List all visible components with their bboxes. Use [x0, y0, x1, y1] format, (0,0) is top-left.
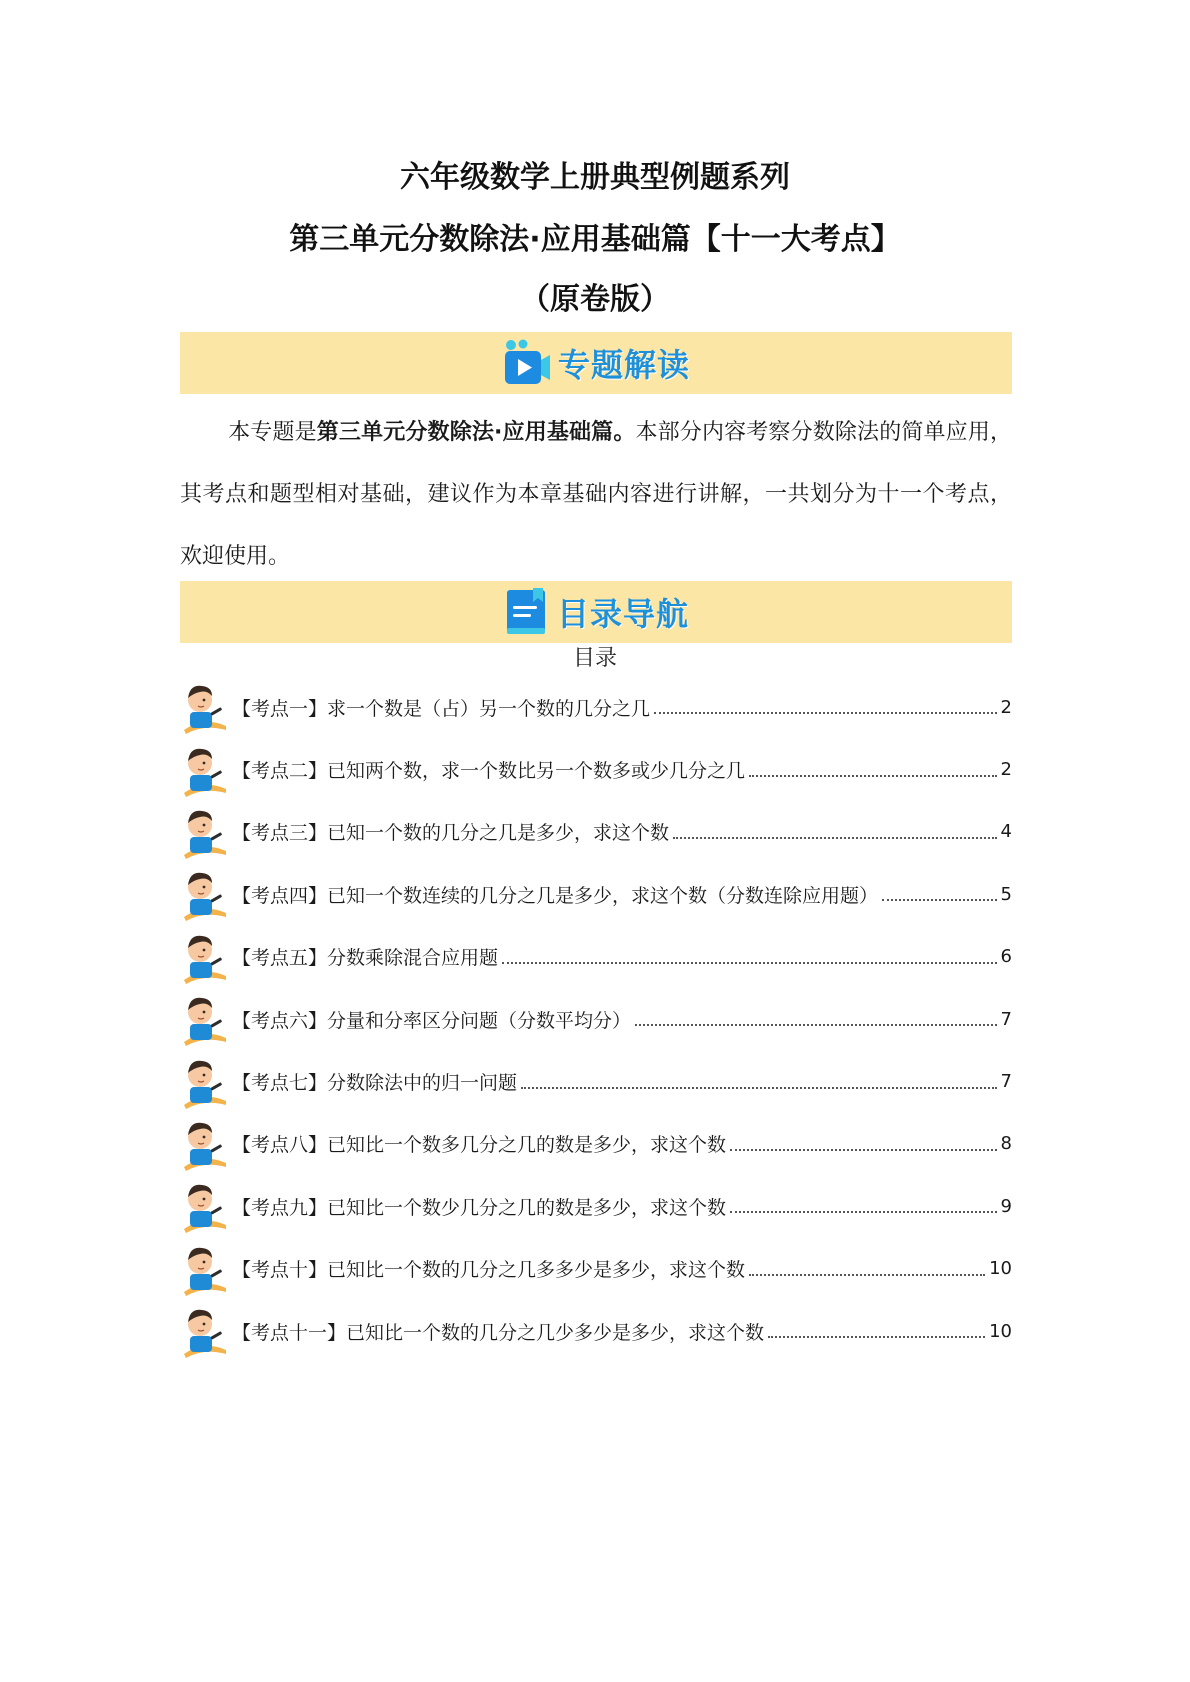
toc-entry-leader	[521, 1087, 997, 1089]
document-title-line-2: 第三单元分数除法·应用基础篇【十一大考点】	[289, 222, 901, 257]
toc-entry-page: 2	[1000, 759, 1012, 781]
toc-entry-leader	[502, 962, 997, 964]
student-avatar-icon	[180, 1179, 230, 1233]
toc-entry-label: 【考点十一】已知比一个数的几分之几少多少是多少，求这个数	[232, 1321, 765, 1344]
toc-entry-label: 【考点八】已知比一个数多几分之几的数是多少，求这个数	[232, 1134, 727, 1157]
toc-entry[interactable]	[180, 1050, 1012, 1112]
interpret-banner-label: 专题解读	[557, 346, 690, 384]
toc-entry-label: 【考点五】分数乘除混合应用题	[232, 947, 499, 970]
toc-entry-leader	[654, 712, 997, 714]
toc-entry-page: 9	[1000, 1195, 1012, 1217]
toc-entry[interactable]	[180, 801, 1012, 863]
document-title-line-1: 六年级数学上册典型例题系列	[400, 160, 790, 195]
toc-entry-leader	[635, 1024, 997, 1026]
video-play-icon	[502, 338, 552, 388]
toc-entry-page: 10	[989, 1320, 1012, 1342]
toc-heading: 目录	[572, 646, 617, 671]
toc-entry-page: 8	[1000, 1133, 1012, 1155]
toc-entry-leader	[730, 1149, 997, 1151]
student-avatar-icon	[180, 1055, 230, 1109]
toc-entry[interactable]	[180, 738, 1012, 800]
book-icon	[503, 586, 551, 638]
student-avatar-icon	[180, 1242, 230, 1296]
toc-entry-label: 【考点一】求一个数是（占）另一个数的几分之几	[232, 697, 651, 720]
toc-entry-label: 【考点七】分数除法中的归一问题	[232, 1072, 518, 1095]
student-avatar-icon	[180, 680, 230, 734]
document-title-line-3: （原卷版）	[520, 282, 670, 317]
toc-entry-page: 2	[1000, 696, 1012, 718]
interpret-banner	[180, 332, 1012, 394]
intro-paragraph	[180, 402, 1012, 588]
toc-banner-label: 目录导航	[556, 595, 689, 633]
intro-bold: 第三单元分数除法·应用基础篇。	[316, 420, 636, 445]
student-avatar-icon	[180, 992, 230, 1046]
student-avatar-icon	[180, 1304, 230, 1358]
toc-entry[interactable]	[180, 676, 1012, 738]
toc-entry-label: 【考点九】已知比一个数少几分之几的数是多少，求这个数	[232, 1196, 727, 1219]
student-avatar-icon	[180, 930, 230, 984]
toc-entry-leader	[749, 1274, 985, 1276]
toc-entry[interactable]	[180, 988, 1012, 1050]
toc-entry[interactable]	[180, 1238, 1012, 1300]
toc-entry-page: 7	[1000, 1071, 1012, 1093]
student-avatar-icon	[180, 805, 230, 859]
toc-entry-label: 【考点六】分量和分率区分问题（分数平均分）	[232, 1009, 632, 1032]
intro-rest: 本部分内容考察分数除法的简单应用，其考点和题型相对基础，建议作为本章基础内容进行讲解，一共划分为十一个考点，欢迎使用。	[180, 420, 1012, 569]
toc-entry-label: 【考点二】已知两个数，求一个数比另一个数多或少几分之几	[232, 760, 746, 783]
toc-entry-page: 4	[1000, 821, 1012, 843]
toc-entry-leader	[749, 775, 997, 777]
toc-entry-leader	[882, 899, 997, 901]
toc-entry-page: 5	[1000, 883, 1012, 905]
toc-entry-leader	[768, 1336, 985, 1338]
toc-entry-page: 10	[989, 1258, 1012, 1280]
toc-entry[interactable]	[180, 1175, 1012, 1237]
student-avatar-icon	[180, 867, 230, 921]
student-avatar-icon	[180, 1117, 230, 1171]
toc-entry-label: 【考点四】已知一个数连续的几分之几是多少，求这个数（分数连除应用题）	[232, 884, 879, 907]
toc-entry-page: 7	[1000, 1008, 1012, 1030]
toc-entry[interactable]	[180, 926, 1012, 988]
toc-entry-label: 【考点十】已知比一个数的几分之几多多少是多少，求这个数	[232, 1259, 746, 1282]
toc-entry[interactable]	[180, 863, 1012, 925]
toc-entry[interactable]	[180, 1113, 1012, 1175]
intro-lead: 本专题是	[228, 420, 317, 445]
toc-entry-leader	[673, 837, 997, 839]
toc-entry-label: 【考点三】已知一个数的几分之几是多少，求这个数	[232, 822, 670, 845]
toc-entry-page: 6	[1000, 946, 1012, 968]
toc-entry[interactable]	[180, 1300, 1012, 1362]
table-of-contents	[180, 676, 1012, 1362]
student-avatar-icon	[180, 743, 230, 797]
toc-entry-leader	[730, 1211, 997, 1213]
toc-banner	[180, 581, 1012, 643]
